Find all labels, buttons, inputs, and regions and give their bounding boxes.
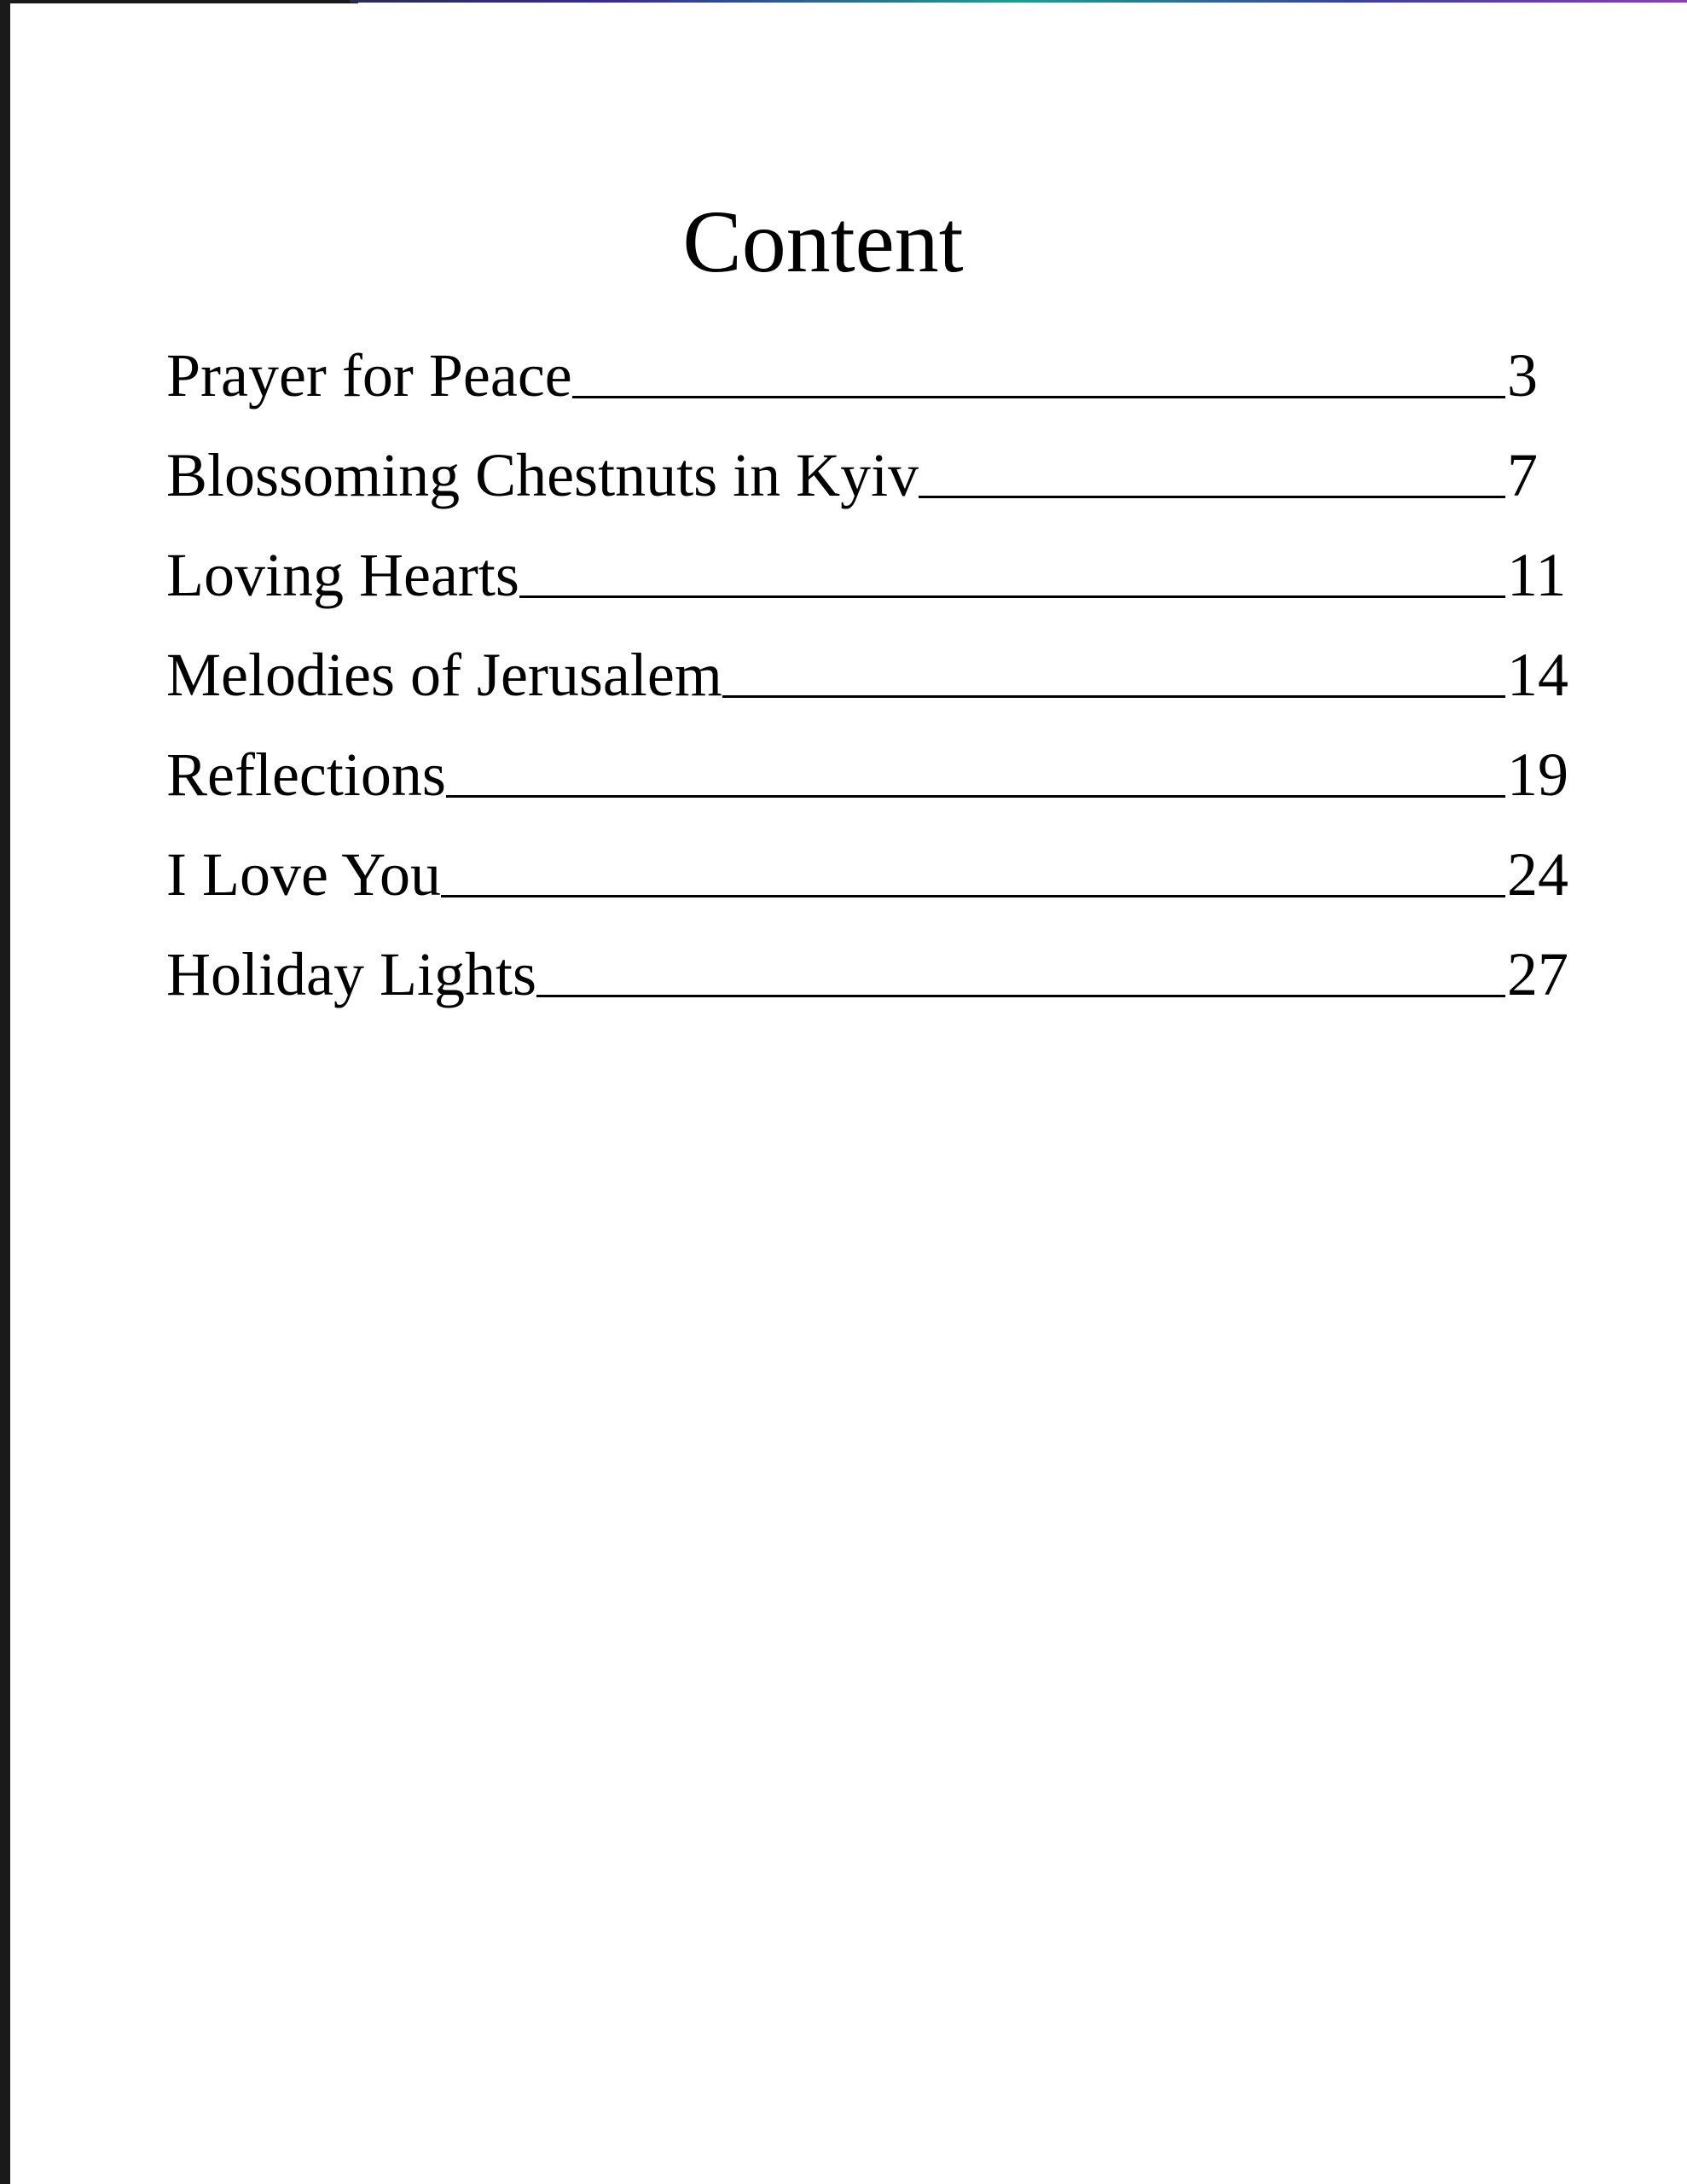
toc-entry[interactable] xyxy=(166,832,1574,932)
toc-entry[interactable] xyxy=(166,333,1574,433)
toc-entry[interactable] xyxy=(166,632,1574,732)
toc-entry[interactable] xyxy=(166,532,1574,632)
toc-entry[interactable] xyxy=(166,732,1574,832)
toc-entry-page: 19 xyxy=(1507,741,1568,809)
toc-leader-line xyxy=(919,496,1505,498)
page-title: Content xyxy=(682,192,964,291)
toc-entry-title: Loving Hearts xyxy=(166,541,519,609)
toc-entry-page: 3 xyxy=(1507,341,1538,410)
toc-entry-page: 27 xyxy=(1507,940,1568,1008)
toc-leader-line xyxy=(536,995,1505,997)
toc-entry-title: Holiday Lights xyxy=(166,940,536,1008)
document-page xyxy=(10,3,1687,2184)
toc-entry-page: 7 xyxy=(1507,441,1538,509)
toc-entry-page: 11 xyxy=(1507,541,1567,609)
toc-entry-title: Prayer for Peace xyxy=(166,341,572,410)
toc-entry-title: Blossoming Chestnuts in Kyiv xyxy=(166,441,919,509)
window-left-edge xyxy=(0,0,10,2184)
toc-leader-line xyxy=(572,396,1505,398)
toc-leader-line xyxy=(446,795,1505,798)
toc-entry-title: I Love You xyxy=(166,840,442,909)
toc-entry-title: Melodies of Jerusalem xyxy=(166,641,722,709)
window-top-accent xyxy=(350,0,1687,3)
table-of-contents xyxy=(166,333,1574,1031)
toc-leader-line xyxy=(441,895,1505,897)
toc-leader-line xyxy=(722,695,1505,698)
toc-entry-title: Reflections xyxy=(166,741,446,809)
toc-leader-line xyxy=(519,595,1505,598)
toc-entry[interactable] xyxy=(166,433,1574,532)
toc-entry-page: 14 xyxy=(1507,641,1568,709)
toc-entry[interactable] xyxy=(166,932,1574,1031)
toc-entry-page: 24 xyxy=(1507,840,1568,909)
